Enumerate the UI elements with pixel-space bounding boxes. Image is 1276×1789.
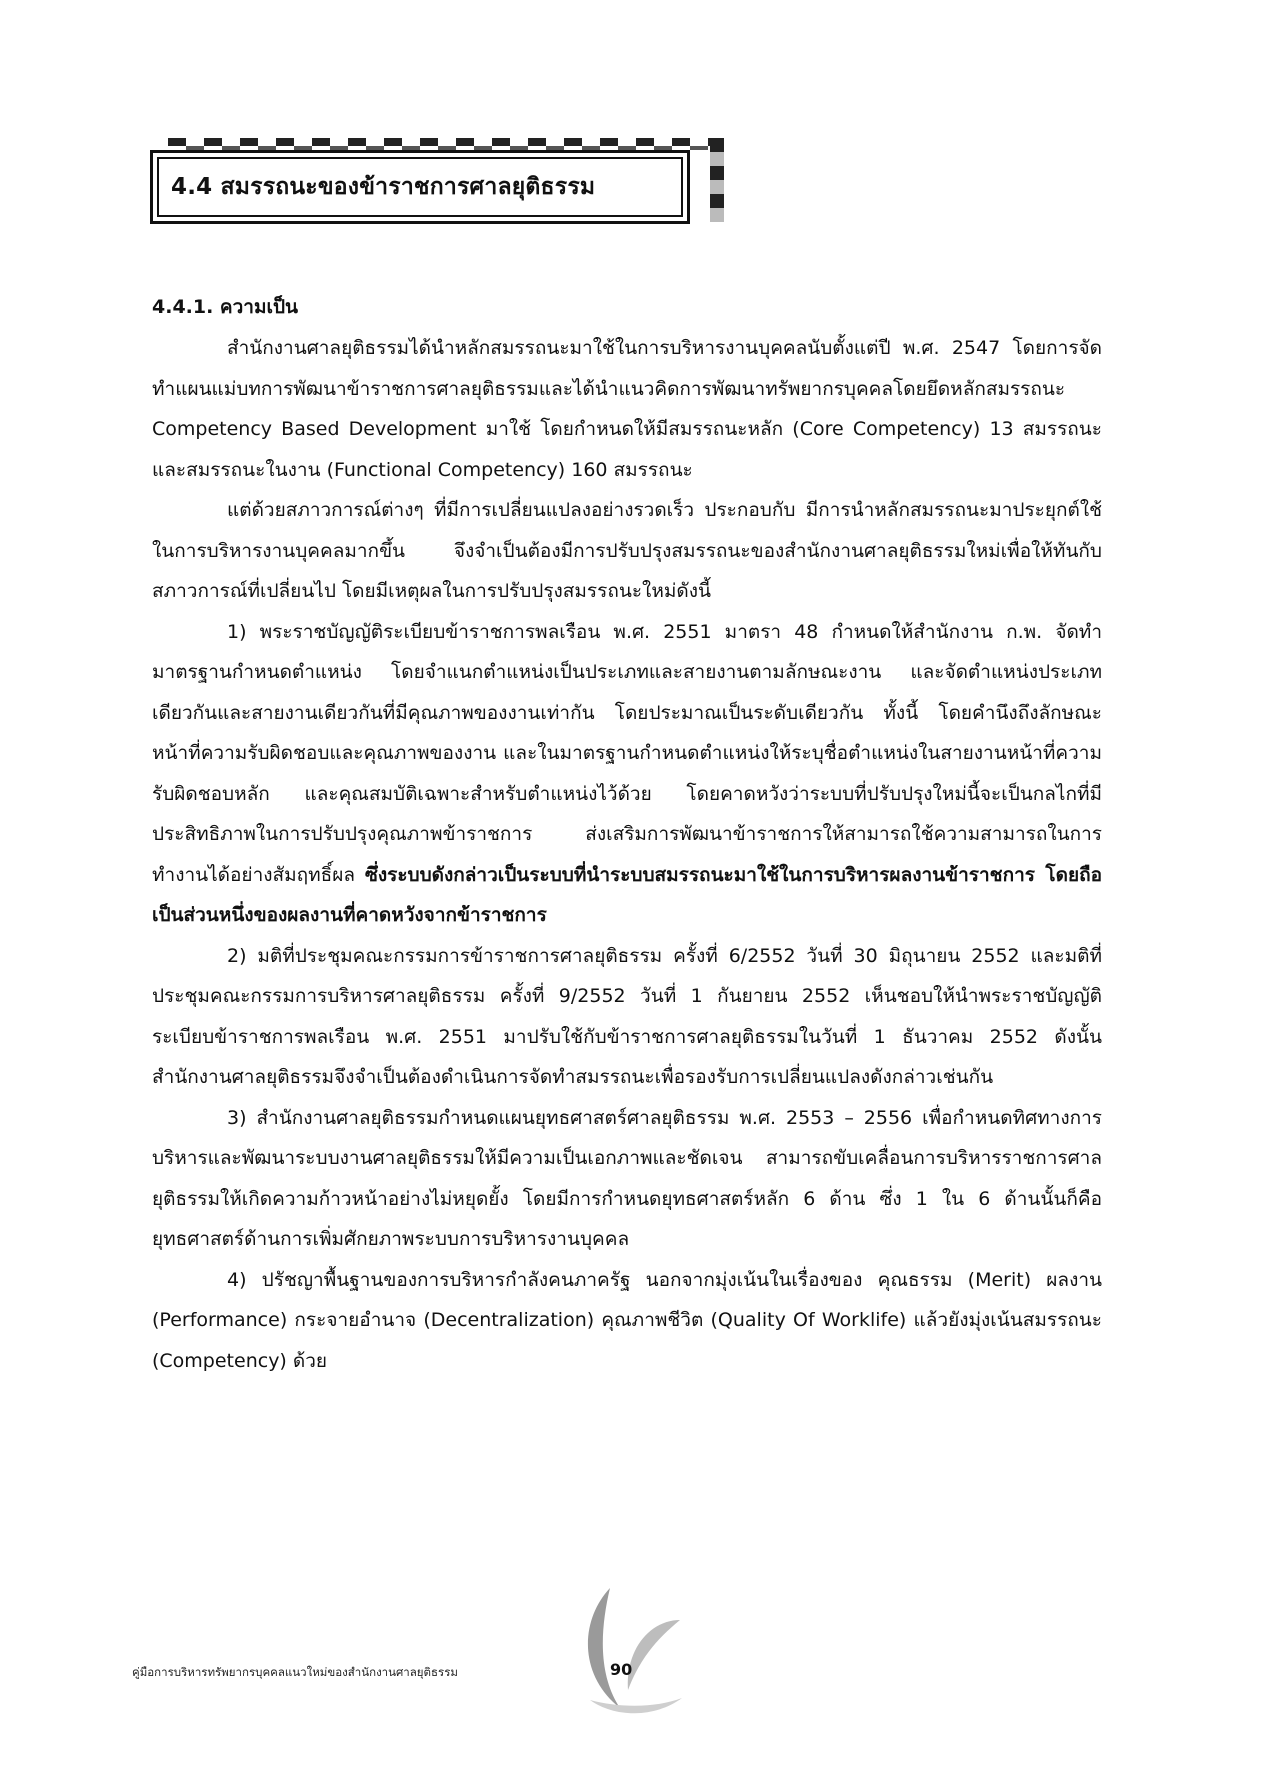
subsection-heading: 4.4.1. ความเป็น [152, 296, 299, 318]
paragraph-3-bold-text: ซึ่งระบบดังกล่าวเป็นระบบที่นำระบบสมรรถนะมาใช้ในการบริหารผลงานข้าราชการ โดยถือเป็นส่วนหนึ่งของผลงานที่คาดหวังจากข้าราชการ [152, 863, 1103, 926]
body-text [152, 328, 1102, 1381]
paragraph-4: 2) มติที่ประชุมคณะกรรมการข้าราชการศาลยุติธรรม ครั้งที่ 6/2552 วันที่ 30 มิถุนายน 2552 และมติที่ประชุมคณะกรรมการบริหารศาลยุติธรรม ครั้งที่ 9/2552 วันที่ 1 กันยายน 2552 เห็นชอบให้นำพระราชบัญญัติระเบียบข้าราชการพลเรือน พ.ศ. 2551 มาปรับใช้กับข้าราชการศาลยุติธรรมในวันที่ 1 ธันวาคม 2552 ดังนั้นสำนักงานศาลยุติธรรมจึงจำเป็นต้องดำเนินการจัดทำสมรรถนะเพื่อรองรับการเปลี่ยนแปลงดังกล่าวเช่นกัน [152, 944, 1102, 1088]
section-title-box [150, 150, 690, 224]
footer-note: คู่มือการบริหารทรัพยากรบุคคลแนวใหม่ของสำนักงานศาลยุติธรรม [132, 1665, 458, 1679]
page-number: 90 [610, 1660, 633, 1679]
paragraph-1: สำนักงานศาลยุติธรรมได้นำหลักสมรรถนะมาใช้ในการบริหารงานบุคคลนับตั้งแต่ปี พ.ศ. 2547 โดยการจัดทำแผนแม่บทการพัฒนาข้าราชการศาลยุติธรรมและได้นำแนวคิดการพัฒนาทรัพยากรบุคคลโดยยึดหลักสมรรถนะ Competency Based Development มาใช้ โดยกำหนดให้มีสมรรถนะหลัก (Core Competency) 13 สมรรถนะ และสมรรถนะในงาน (Functional Competency) 160 สมรรถนะ [152, 337, 1102, 481]
section-title: 4.4 สมรรถนะของข้าราชการศาลยุติธรรม [171, 174, 596, 200]
paragraph-2: แต่ด้วยสภาวการณ์ต่างๆ ที่มีการเปลี่ยนแปลงอย่างรวดเร็ว ประกอบกับ มีการนำหลักสมรรถนะมาประยุกต์ใช้ในการบริหารงานบุคคลมากขึ้น จึงจำเป็นต้องมีการปรับปรุงสมรรถนะของสำนักงานศาลยุติธรรมใหม่เพื่อให้ทันกับสภาวการณ์ที่เปลี่ยนไป โดยมีเหตุผลในการปรับปรุงสมรรถนะใหม่ดังนี้ [152, 499, 1102, 602]
decorative-border [710, 138, 724, 222]
paragraph-3-text: 1) พระราชบัญญัติระเบียบข้าราชการพลเรือน พ.ศ. 2551 มาตรา 48 กำหนดให้สำนักงาน ก.พ. จัดทำมาตรฐานกำหนดตำแหน่ง โดยจำแนกตำแหน่งเป็นประเภทและสายงานตามลักษณะงาน และจัดตำแหน่งประเภทเดียวกันและสายงานเดียวกันที่มีคุณภาพของงานเท่ากัน โดยประมาณเป็นระดับเดียวกัน ทั้งนี้ โดยคำนึงถึงลักษณะหน้าที่ความรับผิดชอบและคุณภาพของงาน และในมาตรฐานกำหนดตำแหน่งให้ระบุชื่อตำแหน่งในสายงานหน้าที่ความรับผิดชอบหลัก และคุณสมบัติเฉพาะสำหรับตำแหน่งไว้ด้วย โดยคาดหวังว่าระบบที่ปรับปรุงใหม่นี้จะเป็นกลไกที่มีประสิทธิภาพในการปรับปรุงคุณภาพข้าราชการ ส่งเสริมการพัฒนาข้าราชการให้สามารถใช้ความสามารถในการทำงานได้อย่างสัมฤทธิ์ผล [152, 620, 1102, 886]
paragraph-6: 4) ปรัชญาพื้นฐานของการบริหารกำลังคนภาครัฐ นอกจากมุ่งเน้นในเรื่องของ คุณธรรม (Merit) ผลงาน (Performance) กระจายอำนาจ (Decentralization) คุณภาพชีวิต (Quality Of Worklife) แล้วยังมุ่งเน้นสมรรถนะ (Competency) ด้วย [152, 1268, 1102, 1372]
section-title-frame [150, 150, 710, 240]
paragraph-3 [152, 612, 1102, 936]
paragraph-5: 3) สำนักงานศาลยุติธรรมกำหนดแผนยุทธศาสตร์ศาลยุติธรรม พ.ศ. 2553 – 2556 เพื่อกำหนดทิศทางการบริหารและพัฒนาระบบงานศาลยุติธรรมให้มีความเป็นเอกภาพและชัดเจน สามารถขับเคลื่อนการบริหารราชการศาลยุติธรรมให้เกิดความก้าวหน้าอย่างไม่หยุดยั้ง โดยมีการกำหนดยุทธศาสตร์หลัก 6 ด้าน ซึ่ง 1 ใน 6 ด้านนั้นก็คือยุทธศาสตร์ด้านการเพิ่มศักยภาพระบบการบริหารงานบุคคล [152, 1106, 1102, 1250]
swirl-logo-icon [570, 1580, 690, 1720]
